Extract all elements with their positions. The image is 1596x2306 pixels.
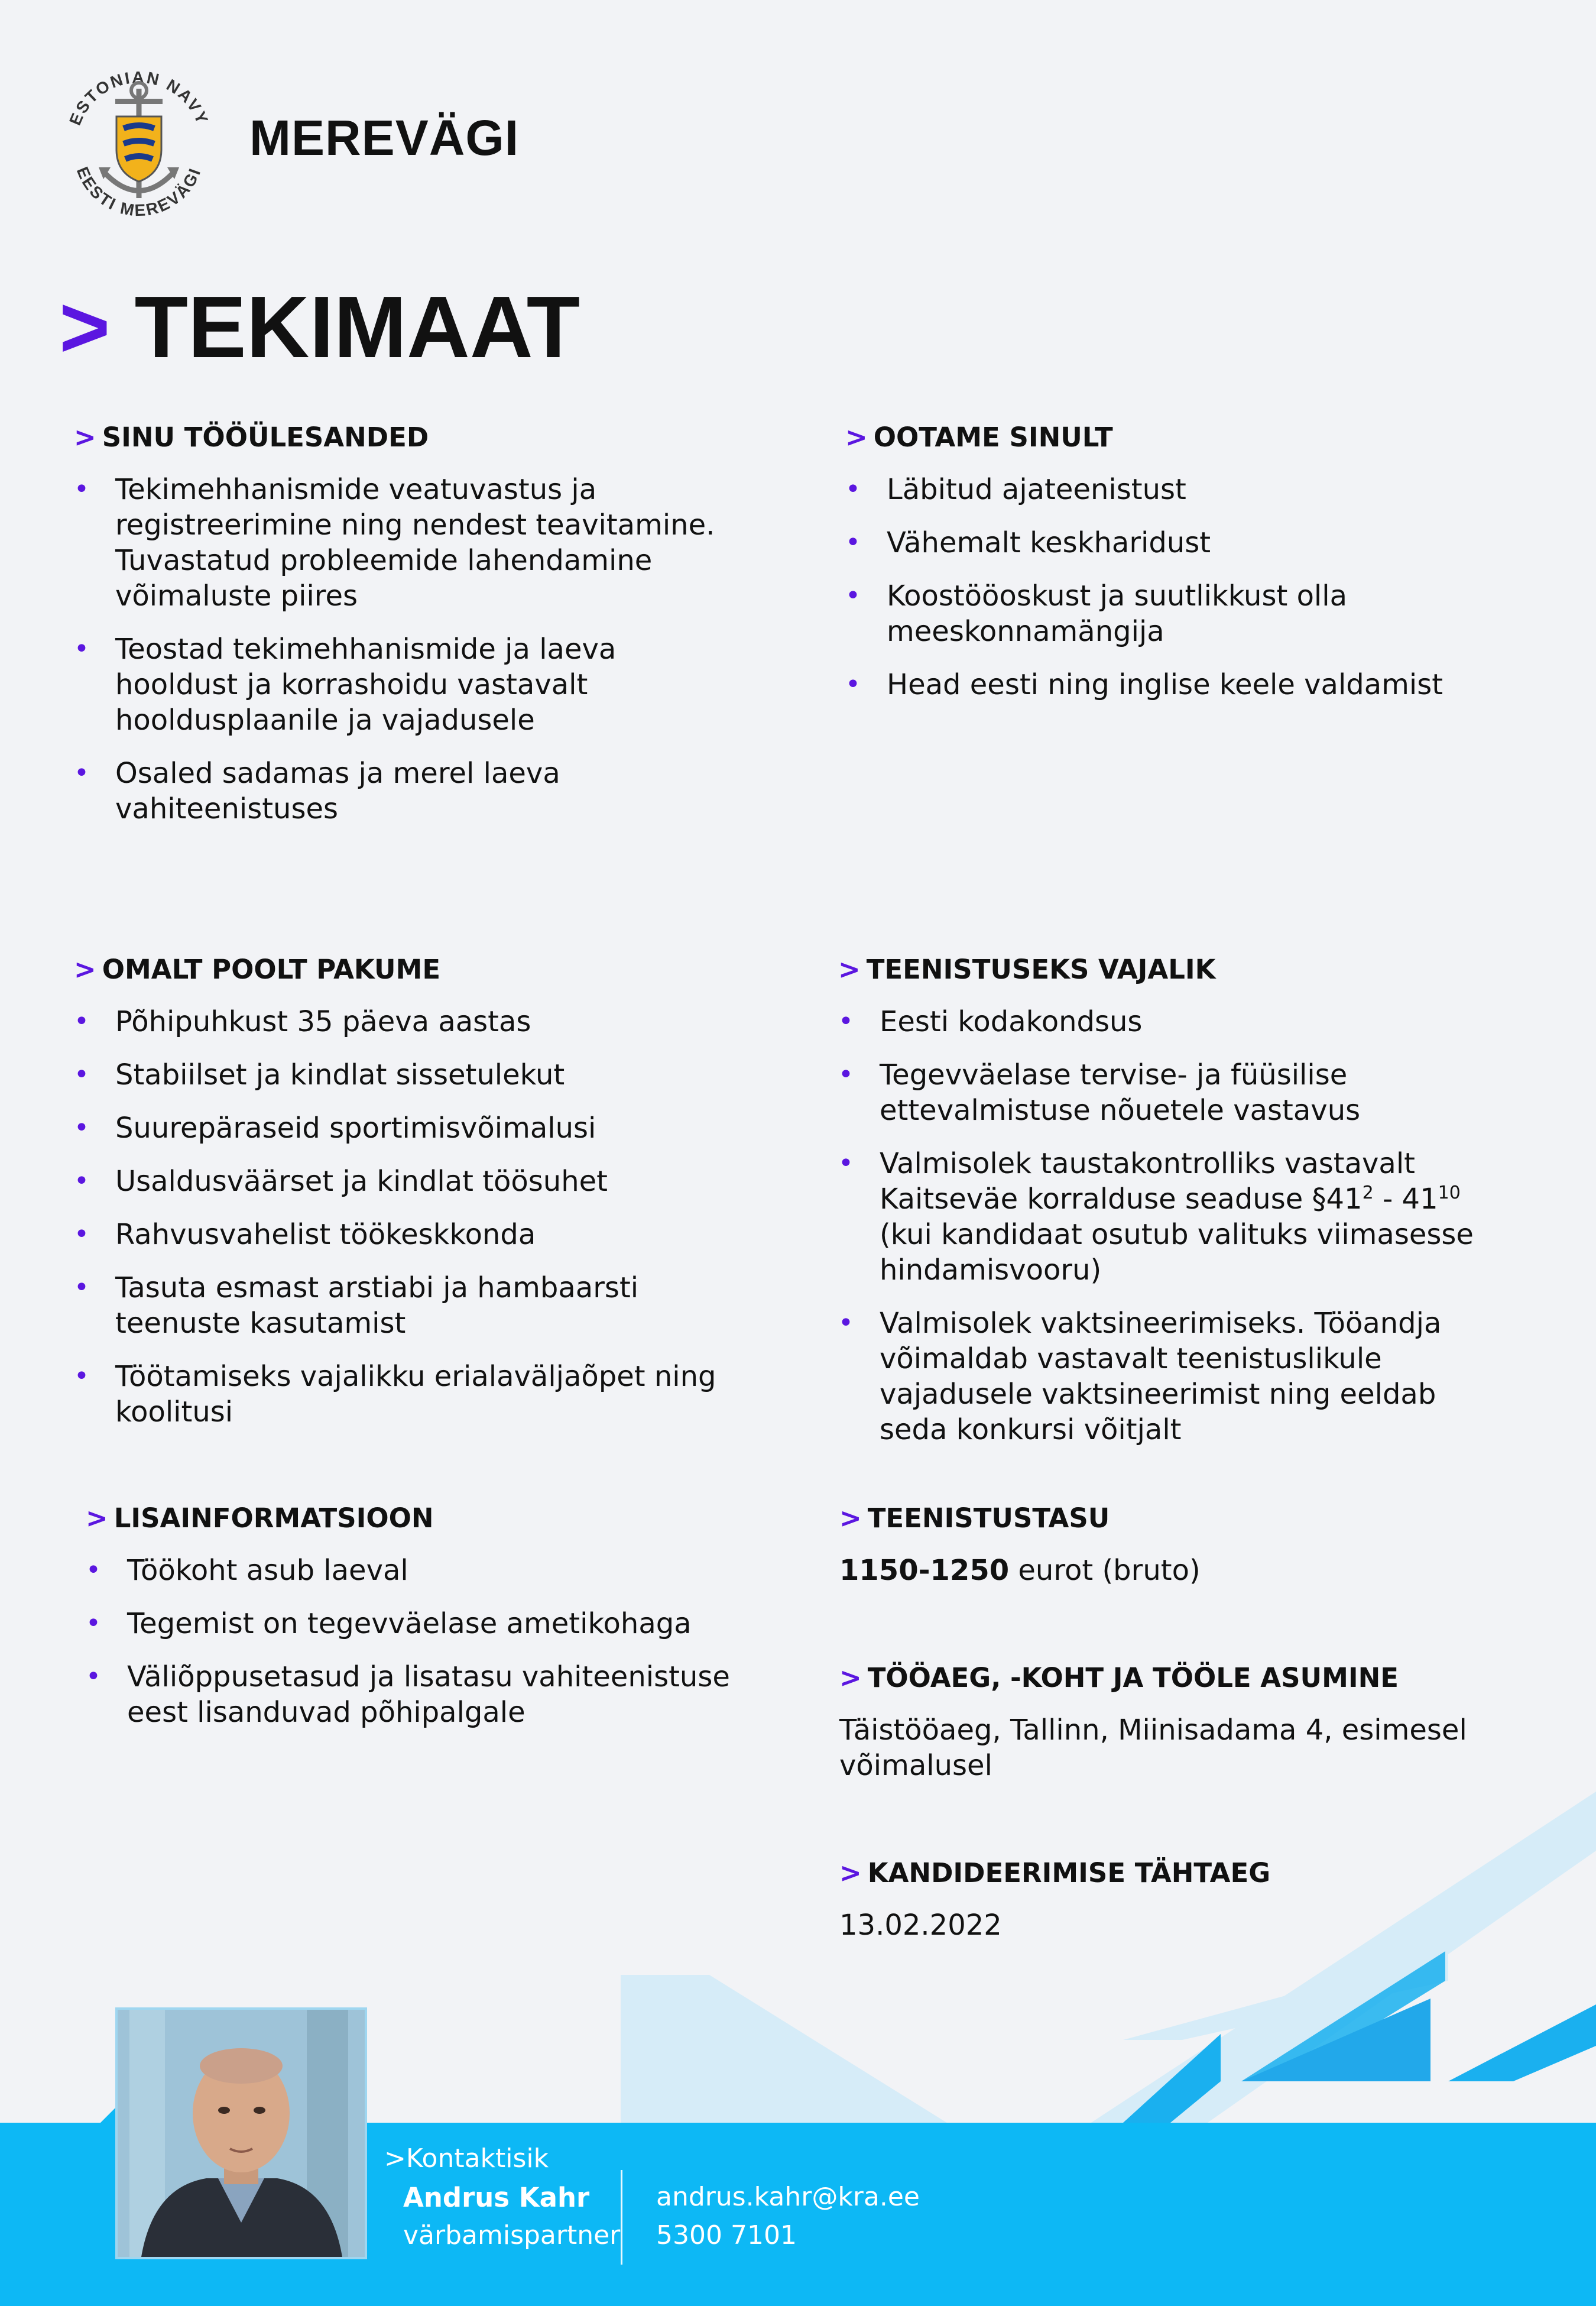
section-title: > TEENISTUSEKS VAJALIK bbox=[838, 954, 1216, 985]
contact-phone[interactable]: 5300 7101 bbox=[656, 2220, 797, 2250]
list-item: • Tekimehhanismide veatuvastus ja registreerimine ning nendest teavitamine. Tuvastatud probleemide lahendamine võimaluste piires bbox=[74, 472, 736, 614]
section-offer bbox=[74, 952, 736, 1447]
list-item: • Teostad tekimehhanismide ja laeva hooldust ja korrashoidu vastavalt hooldusplaanile ja vajadusele bbox=[74, 631, 736, 738]
tasks-list bbox=[74, 472, 736, 827]
list-item: • Töökoht asub laeval bbox=[86, 1553, 748, 1588]
section-title: > TÖÖAEG, -KOHT JA TÖÖLE ASUMINE bbox=[839, 1662, 1399, 1693]
svg-text:ESTONIAN NAVY: ESTONIAN NAVY bbox=[66, 67, 212, 128]
section-title: > KANDIDEERIMISE TÄHTAEG bbox=[839, 1857, 1271, 1889]
section-required bbox=[838, 952, 1512, 1465]
list-item: • Stabiilset ja kindlat sissetulekut bbox=[74, 1057, 736, 1093]
navy-emblem-logo bbox=[56, 62, 222, 228]
list-item: • Tegevväelase tervise- ja füüsilise ettevalmistuse nõuetele vastavus bbox=[838, 1057, 1512, 1128]
list-item: • Põhipuhkust 35 päeva aastas bbox=[74, 1004, 736, 1039]
list-item: • Valmisolek taustakontrolliks vastavalt Kaitseväe korralduse seaduse $\S 41^2 - 41^{10}$ (kui kandidaat osutub valituks viimasesse hindamisvooru) bbox=[838, 1146, 1512, 1288]
list-item: • Läbitud ajateenistust bbox=[845, 472, 1507, 507]
required-list bbox=[838, 1004, 1512, 1447]
offer-list bbox=[74, 1004, 736, 1430]
section-title: > TEENISTUSTASU bbox=[839, 1502, 1110, 1534]
title-text: TEKIMAAT bbox=[134, 278, 580, 376]
list-item: • Usaldusväärset ja kindlat töösuhet bbox=[74, 1164, 736, 1199]
list-item: • Osaled sadamas ja merel laeva vahiteenistuses bbox=[74, 756, 736, 827]
section-title: > OMALT POOLT PAKUME bbox=[74, 954, 441, 985]
info-list bbox=[86, 1553, 748, 1730]
list-item: • Tasuta esmast arstiabi ja hambaarsti teenuste kasutamist bbox=[74, 1270, 736, 1341]
list-item: • Valmisolek vaktsineerimiseks. Tööandja võimaldab vastavalt teenistuslikule vajadusele vaktsineerimist ning eeldab seda konkursi võitjalt bbox=[838, 1306, 1512, 1447]
list-item: • Eesti kodakondsus bbox=[838, 1004, 1512, 1039]
svg-text:EESTI MEREVÄGI: EESTI MEREVÄGI bbox=[73, 164, 205, 220]
section-title: > OOTAME SINULT bbox=[845, 422, 1113, 453]
list-item: • Koostööoskust ja suutlikkust olla meeskonnamängija bbox=[845, 578, 1507, 649]
contact-photo bbox=[115, 2007, 367, 2259]
list-item: • Rahvusvahelist töökeskkonda bbox=[74, 1217, 736, 1252]
title-arrow: > bbox=[59, 278, 111, 376]
section-expect bbox=[845, 420, 1507, 720]
section-salary bbox=[839, 1501, 1513, 1588]
list-item: • Töötamiseks vajalikku erialaväljaõpet ning koolitusi bbox=[74, 1359, 736, 1430]
section-worktime bbox=[839, 1660, 1490, 1783]
list-item: • Tegemist on tegevväelase ametikohaga bbox=[86, 1606, 748, 1641]
list-item: • Väliõppusetasud ja lisatasu vahiteenistuse eest lisanduvad põhipalgale bbox=[86, 1659, 748, 1730]
section-tasks bbox=[74, 420, 736, 844]
list-item: • Head eesti ning inglise keele valdamist bbox=[845, 667, 1507, 702]
salary-text: 1150-1250 eurot (bruto) bbox=[839, 1554, 1201, 1587]
brand-name: MEREVÄGI bbox=[249, 110, 520, 166]
page-title bbox=[59, 278, 580, 376]
list-item: • Suurepäraseid sportimisvõimalusi bbox=[74, 1110, 736, 1146]
list-item: • Vähemalt keskharidust bbox=[845, 525, 1507, 561]
section-title: > SINU TÖÖÜLESANDED bbox=[74, 422, 429, 453]
contact-divider bbox=[621, 2170, 622, 2265]
expect-list bbox=[845, 472, 1507, 702]
contact-name: Andrus Kahr bbox=[403, 2182, 590, 2213]
contact-email[interactable]: andrus.kahr@kra.ee bbox=[656, 2182, 920, 2212]
deadline-date: 13.02.2022 bbox=[839, 1909, 1002, 1942]
worktime-text: Täistööaeg, Tallinn, Miinisadama 4, esimesel võimalusel bbox=[839, 1714, 1467, 1782]
section-title: > LISAINFORMATSIOON bbox=[86, 1502, 434, 1534]
section-info bbox=[86, 1501, 748, 1748]
contact-label: >Kontaktisik bbox=[384, 2143, 549, 2174]
section-deadline bbox=[839, 1855, 1490, 1943]
contact-role: värbamispartner bbox=[403, 2220, 621, 2250]
